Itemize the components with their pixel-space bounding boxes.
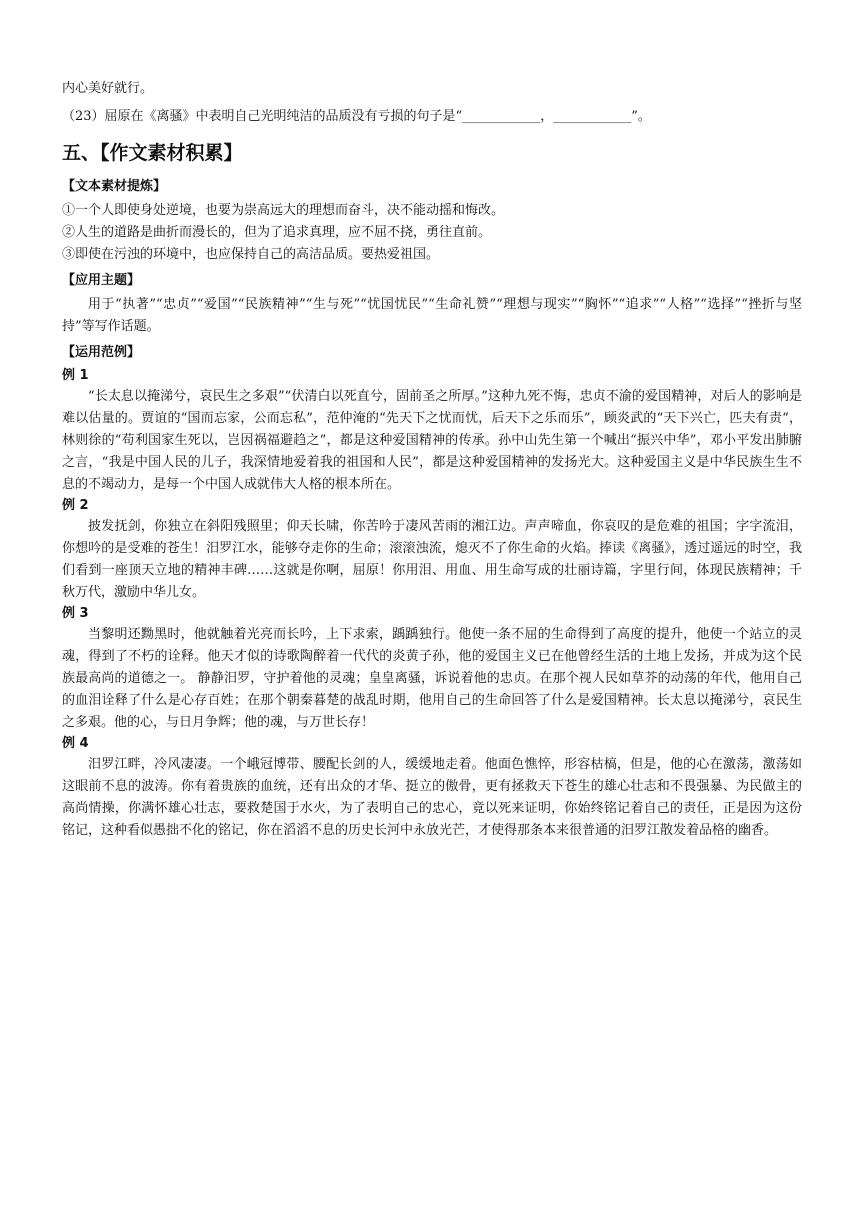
example-label: 例 2 <box>62 498 89 513</box>
example-text: 当黎明还黝黑时，他就触着光亮而长吟，上下求索，踽踽独行。他使一条不屈的生命得到了高度的提升，他使一个站立的灵魂，得到了不朽的诠释。他天才似的诗歌陶醉着一代代的炎黄子孙，他的爱国主义已在他曾经生活的土地上发扬，并成为这个民族最高尚的道德之一。 静静汨罗，守护着他的灵魂；皇皇离骚，诉说着他的忠贞。在那个视人民如草芥的动荡的年代，他用自己的血泪诠释了什么是心存百姓；在那个朝秦暮楚的战乱时期，他用自己的生命回答了什么是爱国精神。长太息以掩涕兮，哀民生之多艰。他的心，与日月争辉；他的魂，与万世长存！ <box>62 627 802 730</box>
material-item: ③即使在污浊的环境中，也应保持自己的高洁品质。要热爱祖国。 <box>62 247 440 262</box>
text-material-section <box>62 176 802 266</box>
example-1 <box>62 366 802 496</box>
material-item: ②人生的道路是曲折而漫长的，但为了追求真理，应不屈不挠，勇往直前。 <box>62 225 492 240</box>
themes-heading: 【应用主题】 <box>62 273 141 288</box>
example-4 <box>62 734 802 842</box>
question-23: （23）屈原在《离骚》中表明自己光明纯洁的品质没有亏损的句子是“____________，____________”。 <box>62 109 651 124</box>
examples-section <box>62 342 802 842</box>
document-page <box>62 78 802 842</box>
themes-section <box>62 270 802 338</box>
themes-text: 用于“执著”“忠贞”“爱国”“民族精神”“生与死”“忧国忧民”“生命礼赞”“理想与现实”“胸怀”“追求”“人格”“选择”“挫折与坚持”等写作话题。 <box>62 297 802 334</box>
section-title: 五、【作文素材积累】 <box>62 142 243 164</box>
example-3 <box>62 604 802 734</box>
example-text: 汨罗江畔，冷风凄凄。一个峨冠博带、腰配长剑的人，缓缓地走着。他面色憔悴，形容枯槁，但是，他的心在激荡，激荡如这眼前不息的波涛。你有着贵族的血统，还有出众的才华、挺立的傲骨，更有拯救天下苍生的雄心壮志和不畏强暴、为民做主的高尚情操，你满怀雄心壮志，要救楚国于水火，为了表明自己的忠心，竟以死来证明，你始终铭记着自己的责任，正是因为这份铭记，这种看似愚拙不化的铭记，你在滔滔不息的历史长河中永放光芒，才使得那条本来很普通的汨罗江散发着品格的幽香。 <box>62 757 802 838</box>
example-text: “长太息以掩涕兮，哀民生之多艰”“伏清白以死直兮，固前圣之所厚。”这种九死不悔，忠贞不渝的爱国精神，对后人的影响是难以估量的。贾谊的“国而忘家，公而忘私”，范仲淹的“先天下之忧而忧，后天下之乐而乐”，顾炎武的“天下兴亡，匹夫有责“，林则徐的“苟利国家生死以，岂因祸福避趋之”，都是这种爱国精神的传承。孙中山先生第一个喊出“振兴中华”，邓小平发出肺腑之言，“我是中国人民的儿子，我深情地爱着我的祖国和人民”，都是这种爱国精神的发扬光大。这种爱国主义是中华民族生生不息的不竭动力，是每一个中国人成就伟大人格的根本所在。 <box>62 389 802 492</box>
text-material-heading: 【文本素材提炼】 <box>62 179 167 194</box>
example-label: 例 1 <box>62 368 89 383</box>
example-label: 例 3 <box>62 606 89 621</box>
material-item: ①一个人即使身处逆境，也要为崇高远大的理想而奋斗，决不能动摇和悔改。 <box>62 203 505 218</box>
example-text: 披发抚剑，你独立在斜阳残照里；仰天长啸，你苦吟于凄风苦雨的湘江边。声声啼血，你哀叹的是危难的祖国；字字流泪，你想吟的是受难的苍生！汨罗江水，能够夺走你的生命；滚滚浊流，熄灭不了你生命的火焰。捧读《离骚》，透过遥远的时空，我们看到一座顶天立地的精神丰碑……这就是你啊，屈原！你用泪、用血、用生命写成的壮丽诗篇，字里行间，体现民族精神；千秋万代，激励中华儿女。 <box>62 519 802 600</box>
top-line: 内心美好就行。 <box>62 81 154 96</box>
examples-heading: 【运用范例】 <box>62 345 141 360</box>
example-2 <box>62 496 802 604</box>
example-label: 例 4 <box>62 736 89 751</box>
